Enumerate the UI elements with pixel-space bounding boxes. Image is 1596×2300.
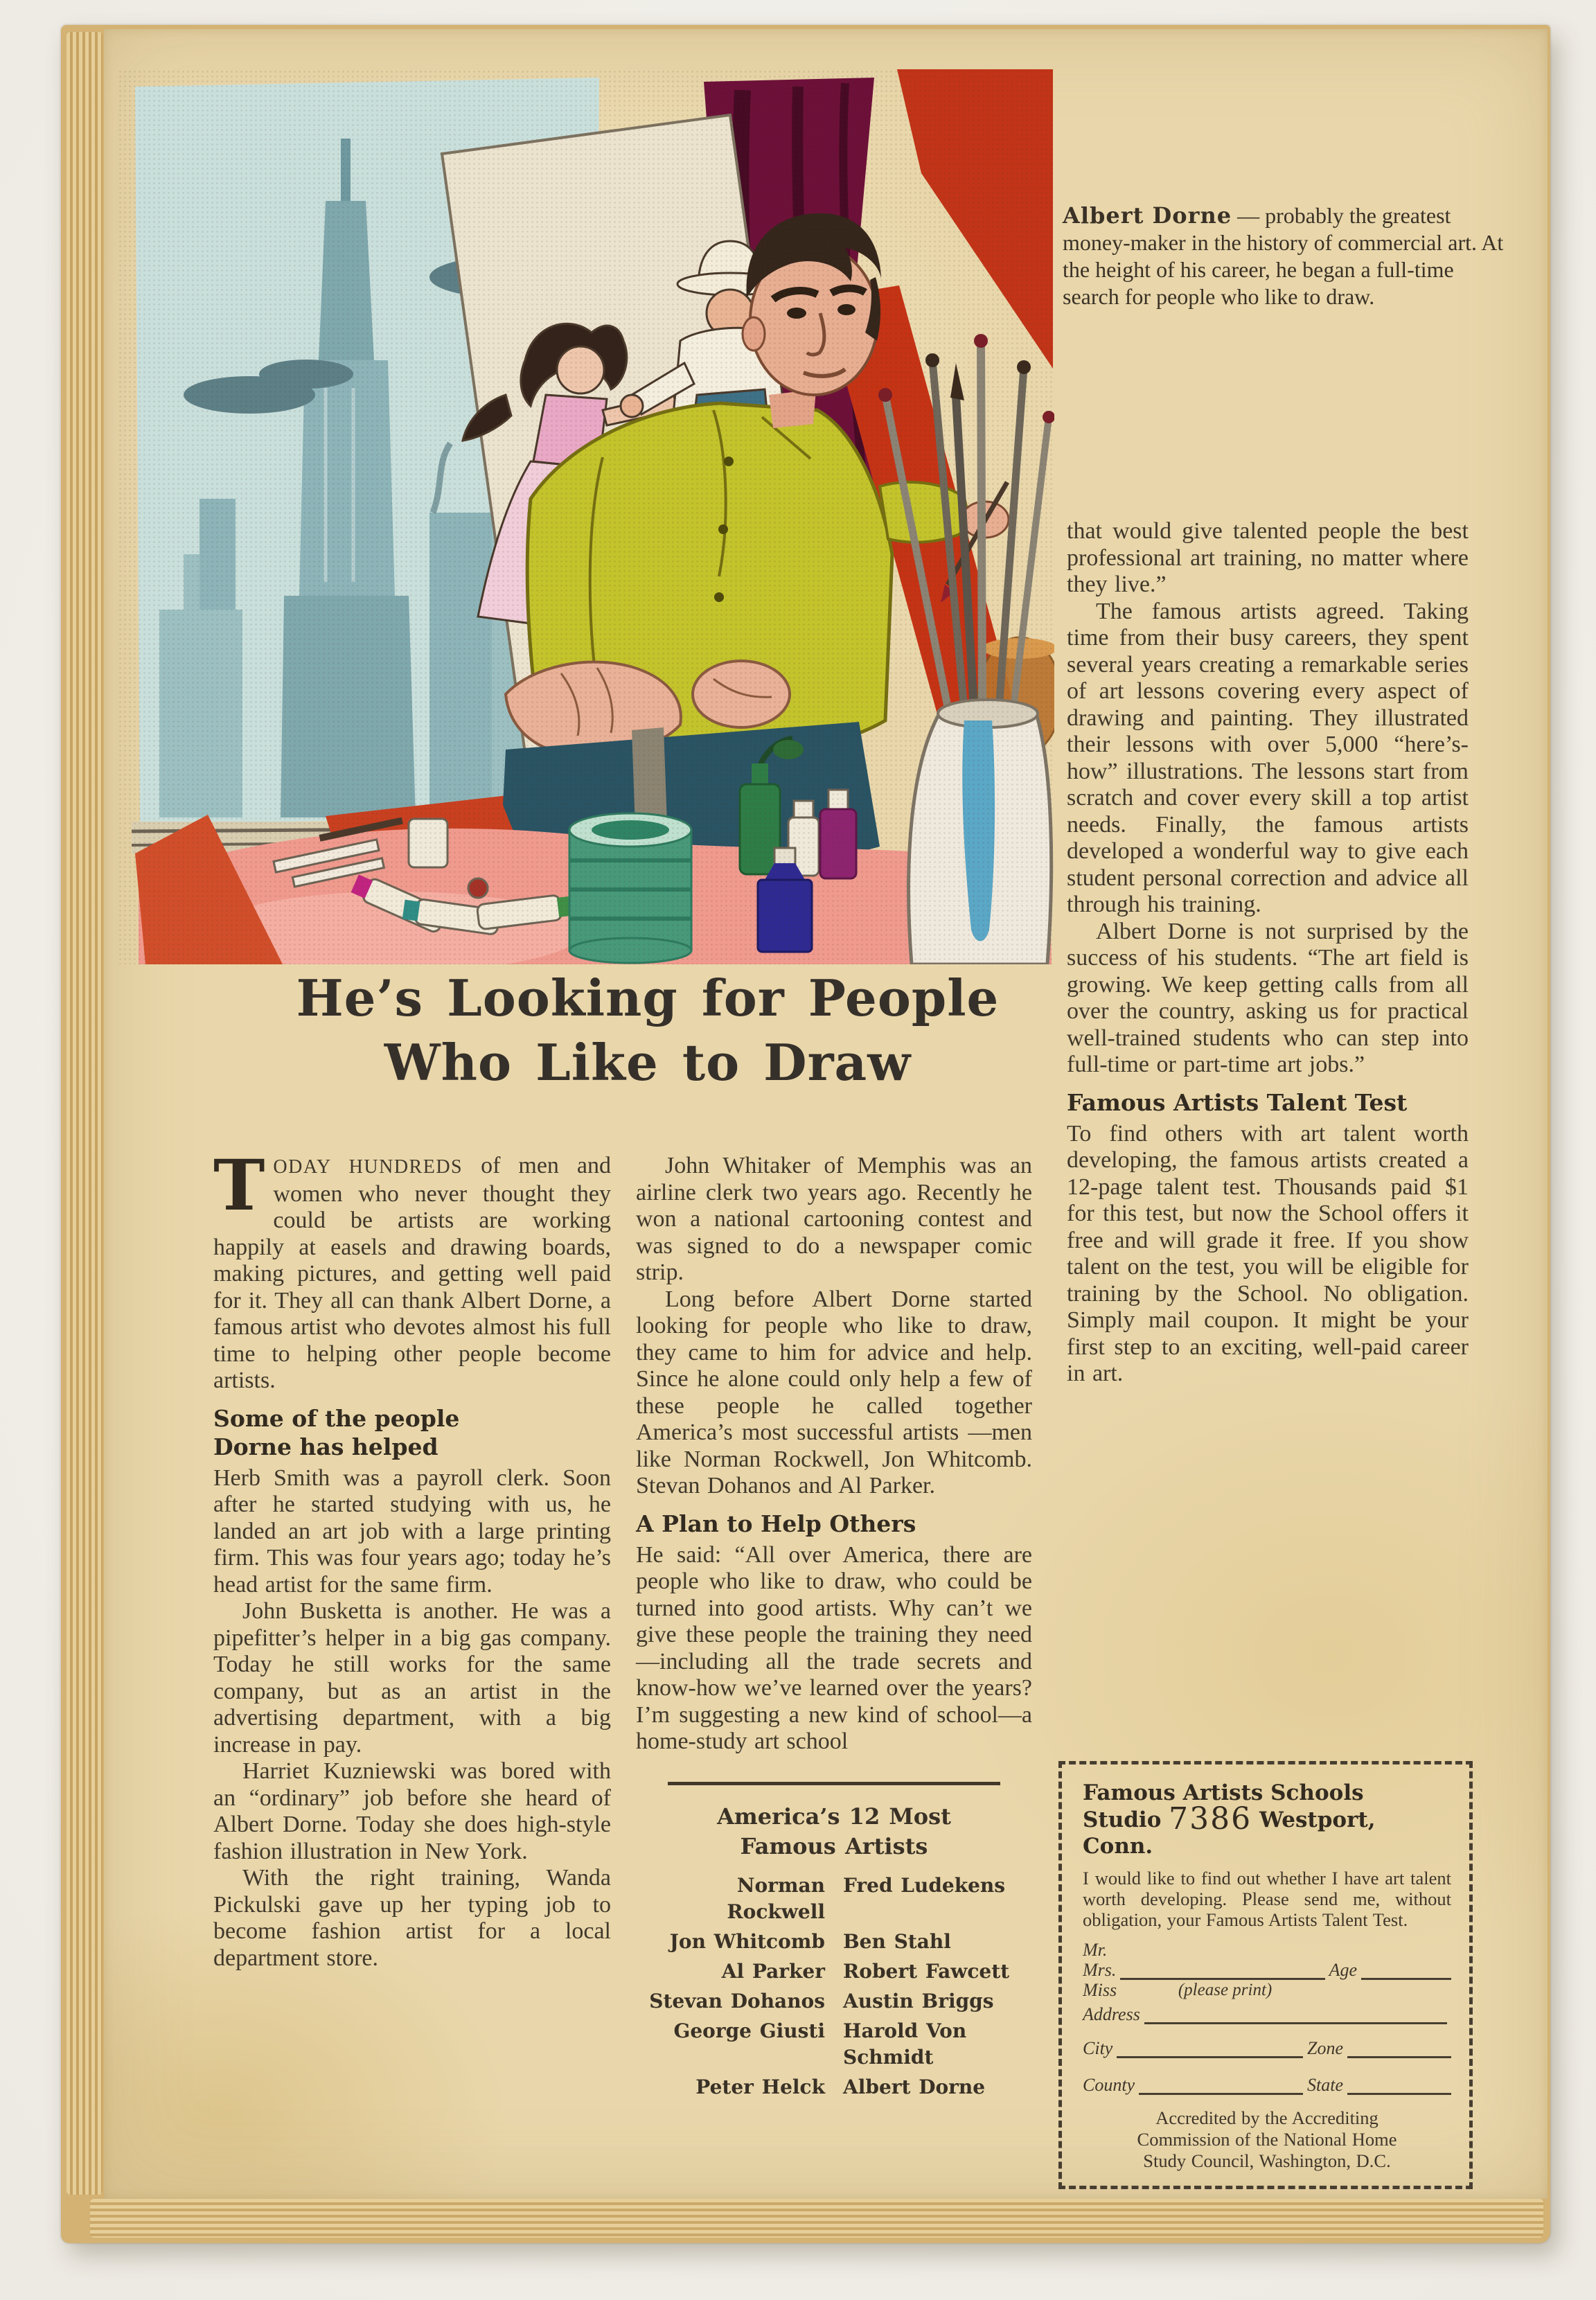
photo-caption (1063, 202, 1511, 310)
coupon-address-line: Studio 7386 Westport, Conn. (1083, 1801, 1376, 1859)
address-write-in-line (1144, 2004, 1447, 2024)
artist-name: Ben Stahl (843, 1929, 951, 1953)
section-subhead: Some of the people Dorne has helped (213, 1404, 460, 1460)
illustration-art (118, 69, 1054, 964)
artist-name: Austin Briggs (843, 1989, 994, 2012)
field-label-state: State (1307, 2075, 1343, 2095)
body-paragraph: Albert Dorne is not surprised by the success of his students. “The art field is growing. We keep getting calls from all over the country, asking us for practical well-trained students who can step into full-time or part-time art jobs.” (1067, 918, 1469, 1077)
coupon-name-fields (1083, 1940, 1451, 2000)
field-label-miss: Miss (1083, 1980, 1117, 2000)
body-paragraph: With the right training, Wanda Pickulski gave up her typing job to become fashion artist for a local department store. (213, 1865, 611, 1971)
small-caps-lead: ODAY HUNDREDS (273, 1156, 463, 1178)
artist-name: Albert Dorne (843, 2075, 986, 2098)
field-label-county: County (1083, 2075, 1135, 2095)
column-left (213, 1144, 611, 1972)
body-paragraph: He said: “All over America, there are people who like to draw, who could be turned into good artists. Why can’t we give these people the training they need—including all the trade secrets and know-how we’ve learned over the years? I’m suggesting a new kind of school—a home-study art school (636, 1541, 1032, 1754)
artist-name: Fred Ludekens (843, 1873, 1006, 1897)
green-jars (569, 813, 691, 963)
coupon-county-field (1083, 2075, 1451, 2095)
body-paragraph: Herb Smith was a payroll clerk. Soon after he started studying with us, he landed an art job with a large printing firm. This was four years ago; today he’s head artist for the same firm. (213, 1465, 611, 1598)
field-label-city: City (1083, 2038, 1113, 2058)
artist-name: Harold Von Schmidt (843, 2019, 967, 2069)
field-label-age: Age (1329, 1960, 1357, 1980)
field-label-mrs: Mrs. (1083, 1960, 1117, 1980)
mail-in-coupon (1058, 1761, 1473, 2189)
caption-lead: Albert Dorne (1063, 202, 1232, 229)
column-right (1067, 518, 1469, 1388)
section-subhead: A Plan to Help Others (636, 1510, 916, 1537)
zone-write-in-line (1347, 2038, 1451, 2058)
albert-dorne-illustration (118, 69, 1054, 964)
body-paragraph: John Whitaker of Memphis was an airline clerk two years ago. Recently he won a national cartooning contest and was signed to do a newspaper comic strip. (636, 1153, 1032, 1285)
field-label-address: Address (1083, 2004, 1140, 2024)
caption-text: — probably the greatest money-maker in the history of commercial art. At the height of his career, he began a full-time search for people who like to draw. (1063, 203, 1504, 309)
field-label-mr: Mr. (1083, 1940, 1108, 1960)
accreditation-note: Accredited by the Accrediting Commission of the National Home Study Council, Washington, D.C. (1137, 2107, 1397, 2171)
artist-name: Al Parker (721, 1959, 825, 1983)
artist-name: Peter Helck (695, 2075, 825, 2098)
famous-artists-title: America’s 12 Most Famous Artists (717, 1803, 951, 1859)
state-write-in-line (1347, 2075, 1451, 2095)
artist-name: Robert Fawcett (843, 1959, 1010, 1983)
famous-artists-list (636, 1873, 1032, 2100)
body-paragraph: that would give talented people the best professional art training, no matter where they live.” (1067, 518, 1469, 597)
body-paragraph: Harriet Kuzniewski was bored with an “ordinary” job before she heard of Albert Dorne. Today she does high-style fashion illustration in New York. (213, 1758, 611, 1864)
artist-name: George Giusti (673, 2019, 825, 2042)
comic-book-page-stack (61, 25, 1550, 2243)
coupon-body-text: I would like to find out whether I have art talent worth developing. Please send me, without obligation, your Famous Artists Talent Test. (1083, 1868, 1451, 1930)
advertisement-page (104, 29, 1548, 2199)
section-subhead: Famous Artists Talent Test (1067, 1088, 1408, 1116)
column-middle (636, 1153, 1032, 2100)
artist-name: Jon Whitcomb (669, 1929, 825, 1953)
body-paragraph: TODAY HUNDREDS of men and women who never thought they could be artists are working happily at easels and drawing boards, making pictures, and getting well paid for it. They all can thank Albert Dorne, a famous artist who devotes almost his full time to helping other people become artists. (213, 1144, 611, 1393)
please-print-note: (please print) (1178, 1981, 1273, 1999)
city-write-in-line (1117, 2038, 1303, 2058)
body-paragraph: The famous artists agreed. Taking time from their busy careers, they spent several years creating a remarkable series of art lessons covering every aspect of drawing and painting. They illustrated their lessons with over 5,000 “here’s-how” illustrations. The lessons start from scratch and cover every skill a top artist needs. Finally, the famous artists developed a wonderful way to give each student personal correction and advice all through his training. (1067, 598, 1469, 917)
headline-line-2: Who Like to Draw (384, 1033, 912, 1092)
drop-cap: T (213, 1144, 265, 1226)
page-title (201, 966, 1094, 1095)
coupon-city-field (1083, 2038, 1451, 2058)
age-write-in-line (1361, 1960, 1451, 1980)
artist-name: Norman Rockwell (727, 1873, 825, 1923)
coupon-school-name: Famous Artists Schools (1083, 1780, 1364, 1805)
divider-rule (668, 1782, 1000, 1785)
name-write-in-line (1120, 1960, 1324, 1980)
body-paragraph: John Busketta is another. He was a pipefitter’s helper in a big gas company. Today he still works for the same company, but as an artist in the advertising department, with a big increase in pay. (213, 1598, 611, 1758)
artist-name: Stevan Dohanos (649, 1989, 825, 2012)
county-write-in-line (1139, 2075, 1303, 2095)
headline-line-1: He’s Looking for People (296, 968, 1000, 1027)
body-paragraph: To find others with art talent worth developing, the famous artists created a 12-page talent test. Thousands paid $1 for this test, but now the School offers it free and will grade it free. If you show talent on the test, you will be eligible for training by the School. No obligation. Simply mail coupon. It might be your first step to an exciting, well-paid career in art. (1067, 1120, 1469, 1386)
field-label-zone: Zone (1307, 2038, 1343, 2058)
coupon-address-field (1083, 2004, 1451, 2024)
body-paragraph: Long before Albert Dorne started looking for people who like to draw, they came to him for advice and help. Since he alone could only help a few of these people he called together America’s most successful artists —men like Norman Rockwell, Jon Whitcomb. Stevan Dohanos and Al Parker. (636, 1286, 1032, 1498)
studio-number: 7386 (1169, 1801, 1252, 1837)
